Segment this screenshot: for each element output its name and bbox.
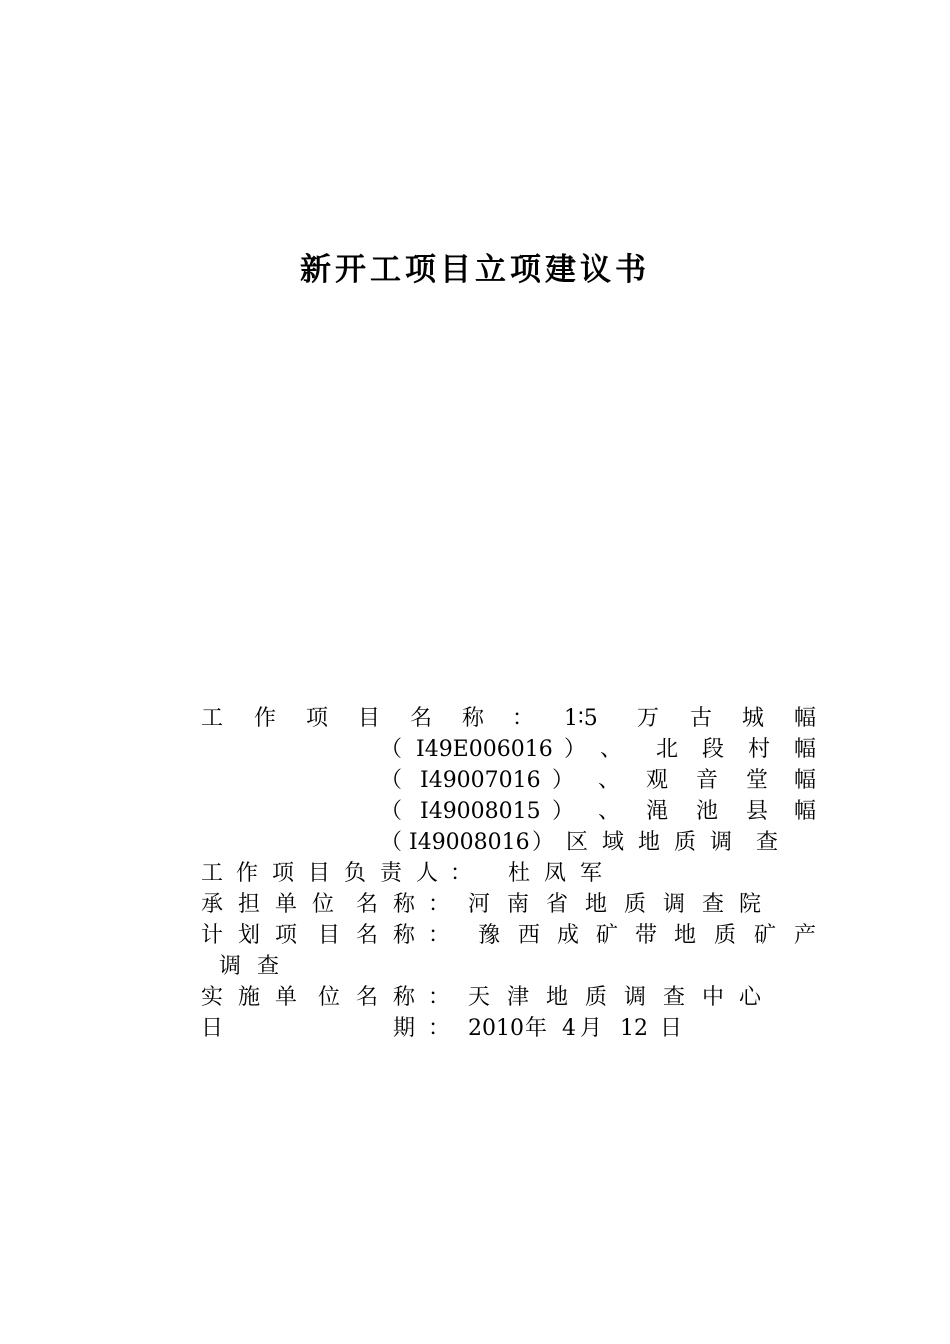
value-char: 军 xyxy=(580,861,603,886)
value-char: 县 xyxy=(746,799,769,824)
paren-close: ） xyxy=(564,737,587,762)
undertaking-unit-line xyxy=(0,889,950,920)
value-char: 质 xyxy=(624,892,647,917)
value-char: 幅 xyxy=(794,768,817,793)
label-char: 责 xyxy=(380,861,403,886)
label-char: 计 xyxy=(201,923,224,948)
sheet-code: I49007016 xyxy=(420,768,541,793)
label-char: 项 xyxy=(306,706,329,731)
value-char: 津 xyxy=(507,985,530,1010)
date-line xyxy=(0,1013,950,1044)
plan-project-line-2 xyxy=(0,951,950,982)
value-char: 豫 xyxy=(478,923,501,948)
value-char: 质 xyxy=(674,830,697,855)
label-colon: ： xyxy=(428,892,451,917)
label-char: 名 xyxy=(410,706,433,731)
paren-close: ） xyxy=(552,768,575,793)
label-char: 人 xyxy=(416,861,439,886)
paren-close: ） xyxy=(552,799,575,824)
value-char: 杜 xyxy=(508,861,531,886)
value-char: 万 xyxy=(637,706,660,731)
date-year: 2010 xyxy=(468,1016,524,1041)
value-char: 带 xyxy=(635,923,658,948)
value-char: 质 xyxy=(585,985,608,1010)
label-char: 目 xyxy=(358,706,381,731)
value-char: 地 xyxy=(585,892,608,917)
label-char: 称 xyxy=(393,985,416,1010)
label-char: 位 xyxy=(318,985,341,1010)
value-char: 省 xyxy=(546,892,569,917)
label-colon: ： xyxy=(450,861,473,886)
label-char: 称 xyxy=(393,892,416,917)
value-char: 调 xyxy=(710,830,733,855)
label-char: 名 xyxy=(356,923,379,948)
paren-open: （ xyxy=(380,830,403,855)
label-char: 目 xyxy=(318,923,341,948)
date-day: 12 xyxy=(620,1016,648,1041)
project-leader-line xyxy=(0,858,950,889)
value-char: 城 xyxy=(742,706,765,731)
value-char: 心 xyxy=(739,985,762,1010)
document-title: 新开工项目立项建议书 xyxy=(300,252,650,288)
value-char: 村 xyxy=(748,737,771,762)
label-char: 单 xyxy=(275,985,298,1010)
value-char: 南 xyxy=(507,892,530,917)
value-char: 观 xyxy=(646,768,669,793)
label-char: 目 xyxy=(308,861,331,886)
value-char: 中 xyxy=(702,985,725,1010)
label-colon: ： xyxy=(512,706,535,731)
value-char: 成 xyxy=(557,923,580,948)
label-char: 期 xyxy=(393,1016,416,1041)
value-char: 幅 xyxy=(794,706,817,731)
value-char: 河 xyxy=(468,892,491,917)
label-char: 名 xyxy=(356,985,379,1010)
label-char: 名 xyxy=(356,892,379,917)
value-char: 地 xyxy=(638,830,661,855)
date-unit: 年 xyxy=(525,1016,548,1041)
label-char: 称 xyxy=(393,923,416,948)
value-char: 天 xyxy=(468,985,491,1010)
label-char: 负 xyxy=(344,861,367,886)
plan-project-line-1 xyxy=(0,920,950,951)
value-char: 质 xyxy=(714,923,737,948)
label-colon: ： xyxy=(428,1016,451,1041)
value-char: 西 xyxy=(518,923,541,948)
date-unit: 月 xyxy=(580,1016,603,1041)
label-char: 承 xyxy=(201,892,224,917)
value-char: 池 xyxy=(696,799,719,824)
value-char: 堂 xyxy=(746,768,769,793)
date-unit: 日 xyxy=(660,1016,683,1041)
separator: 、 xyxy=(598,799,621,824)
value-char: 调 xyxy=(624,985,647,1010)
project-name-line-5 xyxy=(0,827,950,858)
label-char: 实 xyxy=(201,985,224,1010)
value-char: 凤 xyxy=(544,861,567,886)
value-char: 地 xyxy=(546,985,569,1010)
value-char: 调 xyxy=(663,892,686,917)
value-char: 矿 xyxy=(596,923,619,948)
value-char: 院 xyxy=(739,892,762,917)
paren-open: （ xyxy=(380,799,403,824)
scale-value: 1∶5 xyxy=(564,706,598,731)
label-colon: ： xyxy=(428,985,451,1010)
label-char: 作 xyxy=(254,706,277,731)
date-month: 4 xyxy=(562,1016,576,1041)
project-name-line-3 xyxy=(0,765,950,796)
sheet-code: I49008016 xyxy=(409,830,530,855)
value-char: 查 xyxy=(756,830,779,855)
project-name-line-4 xyxy=(0,796,950,827)
label-char: 工 xyxy=(201,706,224,731)
label-char: 日 xyxy=(201,1016,224,1041)
label-char: 称 xyxy=(462,706,485,731)
label-char: 单 xyxy=(275,892,298,917)
paren-close: ） xyxy=(532,830,555,855)
value-char: 产 xyxy=(794,923,817,948)
project-name-line-1 xyxy=(0,703,950,734)
sheet-code: I49E006016 xyxy=(416,737,553,762)
separator: 、 xyxy=(598,768,621,793)
value-char: 查 xyxy=(702,892,725,917)
label-char: 划 xyxy=(238,923,261,948)
value-char: 音 xyxy=(696,768,719,793)
label-char: 施 xyxy=(238,985,261,1010)
sheet-code: I49008015 xyxy=(420,799,541,824)
paren-open: （ xyxy=(380,768,403,793)
value-char: 查 xyxy=(663,985,686,1010)
value-char: 段 xyxy=(702,737,725,762)
label-colon: ： xyxy=(428,923,451,948)
project-name-line-2 xyxy=(0,734,950,765)
label-char: 位 xyxy=(312,892,335,917)
value-char: 渑 xyxy=(646,799,669,824)
value-char: 域 xyxy=(602,830,625,855)
value-char: 幅 xyxy=(794,799,817,824)
value-char: 矿 xyxy=(754,923,777,948)
label-char: 工 xyxy=(201,861,224,886)
label-char: 作 xyxy=(236,861,259,886)
value-char: 幅 xyxy=(794,737,817,762)
value-char: 北 xyxy=(656,737,679,762)
value-char: 调 xyxy=(219,954,242,979)
separator: 、 xyxy=(600,737,623,762)
paren-open: （ xyxy=(380,737,403,762)
value-char: 区 xyxy=(566,830,589,855)
executing-unit-line xyxy=(0,982,950,1013)
value-char: 地 xyxy=(674,923,697,948)
value-char: 查 xyxy=(257,954,280,979)
label-char: 项 xyxy=(272,861,295,886)
label-char: 担 xyxy=(238,892,261,917)
value-char: 古 xyxy=(690,706,713,731)
label-char: 项 xyxy=(275,923,298,948)
